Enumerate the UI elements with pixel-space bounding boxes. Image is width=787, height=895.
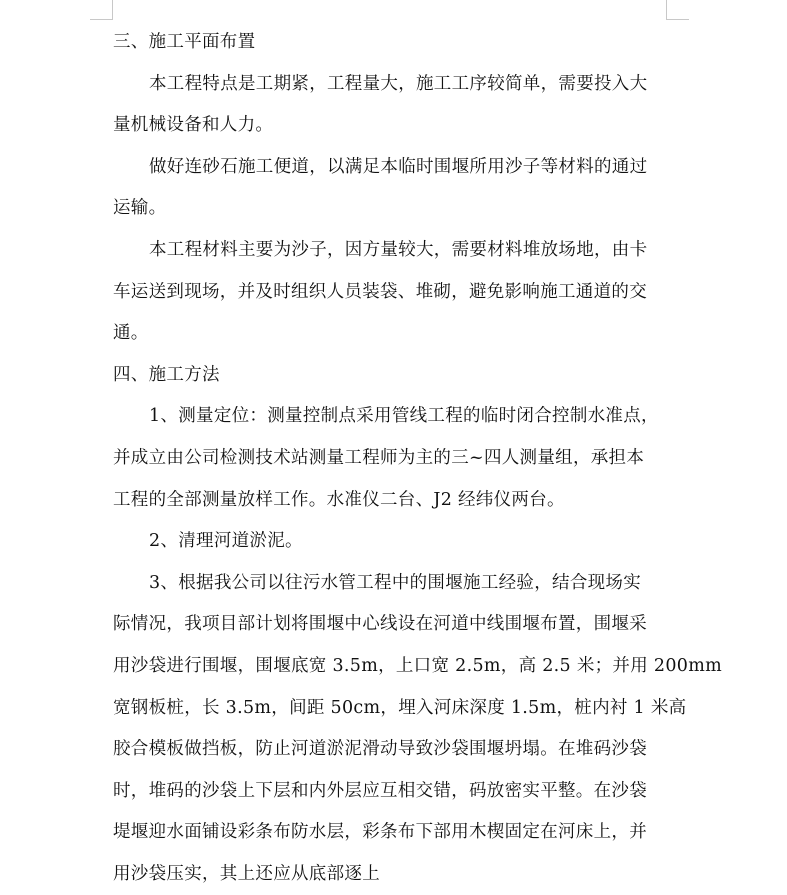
paragraph-line: 宽钢板桩，长 3.5m，间距 50cm，埋入河床深度 1.5m，桩内衬 1 米高 [113, 697, 687, 718]
paragraph-line: 本工程材料主要为沙子，因方量较大，需要材料堆放场地，由卡 [149, 239, 648, 260]
paragraph-line: 时，堆码的沙袋上下层和内外层应互相交错，码放密实平整。在沙袋 [113, 780, 647, 801]
paragraph-line: 车运送到现场，并及时组织人员装袋、堆砌，避免影响施工通道的交 [113, 281, 647, 302]
paragraph-line: 胶合模板做挡板，防止河道淤泥滑动导致沙袋围堰坍塌。在堆码沙袋 [113, 739, 647, 760]
crop-mark-top-left-horizontal [90, 19, 113, 20]
paragraph-line: 工程的全部测量放样工作。水准仪二台、J2 经纬仪两台。 [113, 489, 565, 510]
paragraph-line: 用沙袋进行围堰，围堰底宽 3.5m，上口宽 2.5m，高 2.5 米；并用 200mm [113, 655, 722, 676]
section-heading-methods: 四、施工方法 [113, 364, 220, 385]
crop-mark-top-right [666, 0, 667, 20]
paragraph-line: 1、测量定位：测量控制点采用管线工程的临时闭合控制水准点， [149, 406, 659, 427]
paragraph-line: 并成立由公司检测技术站测量工程师为主的三~四人测量组，承担本 [113, 447, 645, 468]
crop-mark-top-left [112, 0, 113, 20]
paragraph-line: 本工程特点是工期紧，工程量大，施工工序较简单，需要投入大 [149, 73, 648, 94]
document-body [113, 22, 722, 895]
paragraph-line: 运输。 [113, 198, 167, 219]
paragraph-line: 际情况，我项目部计划将围堰中心线设在河道中线围堰布置，围堰采 [113, 614, 647, 635]
paragraph-line-cut-off: 用沙袋压实，其上还应从底部逐上 [113, 863, 380, 884]
paragraph-line: 量机械设备和人力。 [113, 115, 274, 136]
paragraph-line: 堤堰迎水面铺设彩条布防水层，彩条布下部用木楔固定在河床上，并 [113, 822, 647, 843]
paragraph-line: 3、根据我公司以往污水管工程中的围堰施工经验，结合现场实 [149, 572, 642, 593]
paragraph-line: 做好连砂石施工便道，以满足本临时围堰所用沙子等材料的通过 [149, 156, 648, 177]
section-heading-layout: 三、施工平面布置 [113, 32, 256, 52]
paragraph-line: 2、清理河道淤泥。 [149, 531, 303, 552]
crop-mark-top-right-horizontal [666, 19, 689, 20]
paragraph-line: 通。 [113, 323, 149, 344]
